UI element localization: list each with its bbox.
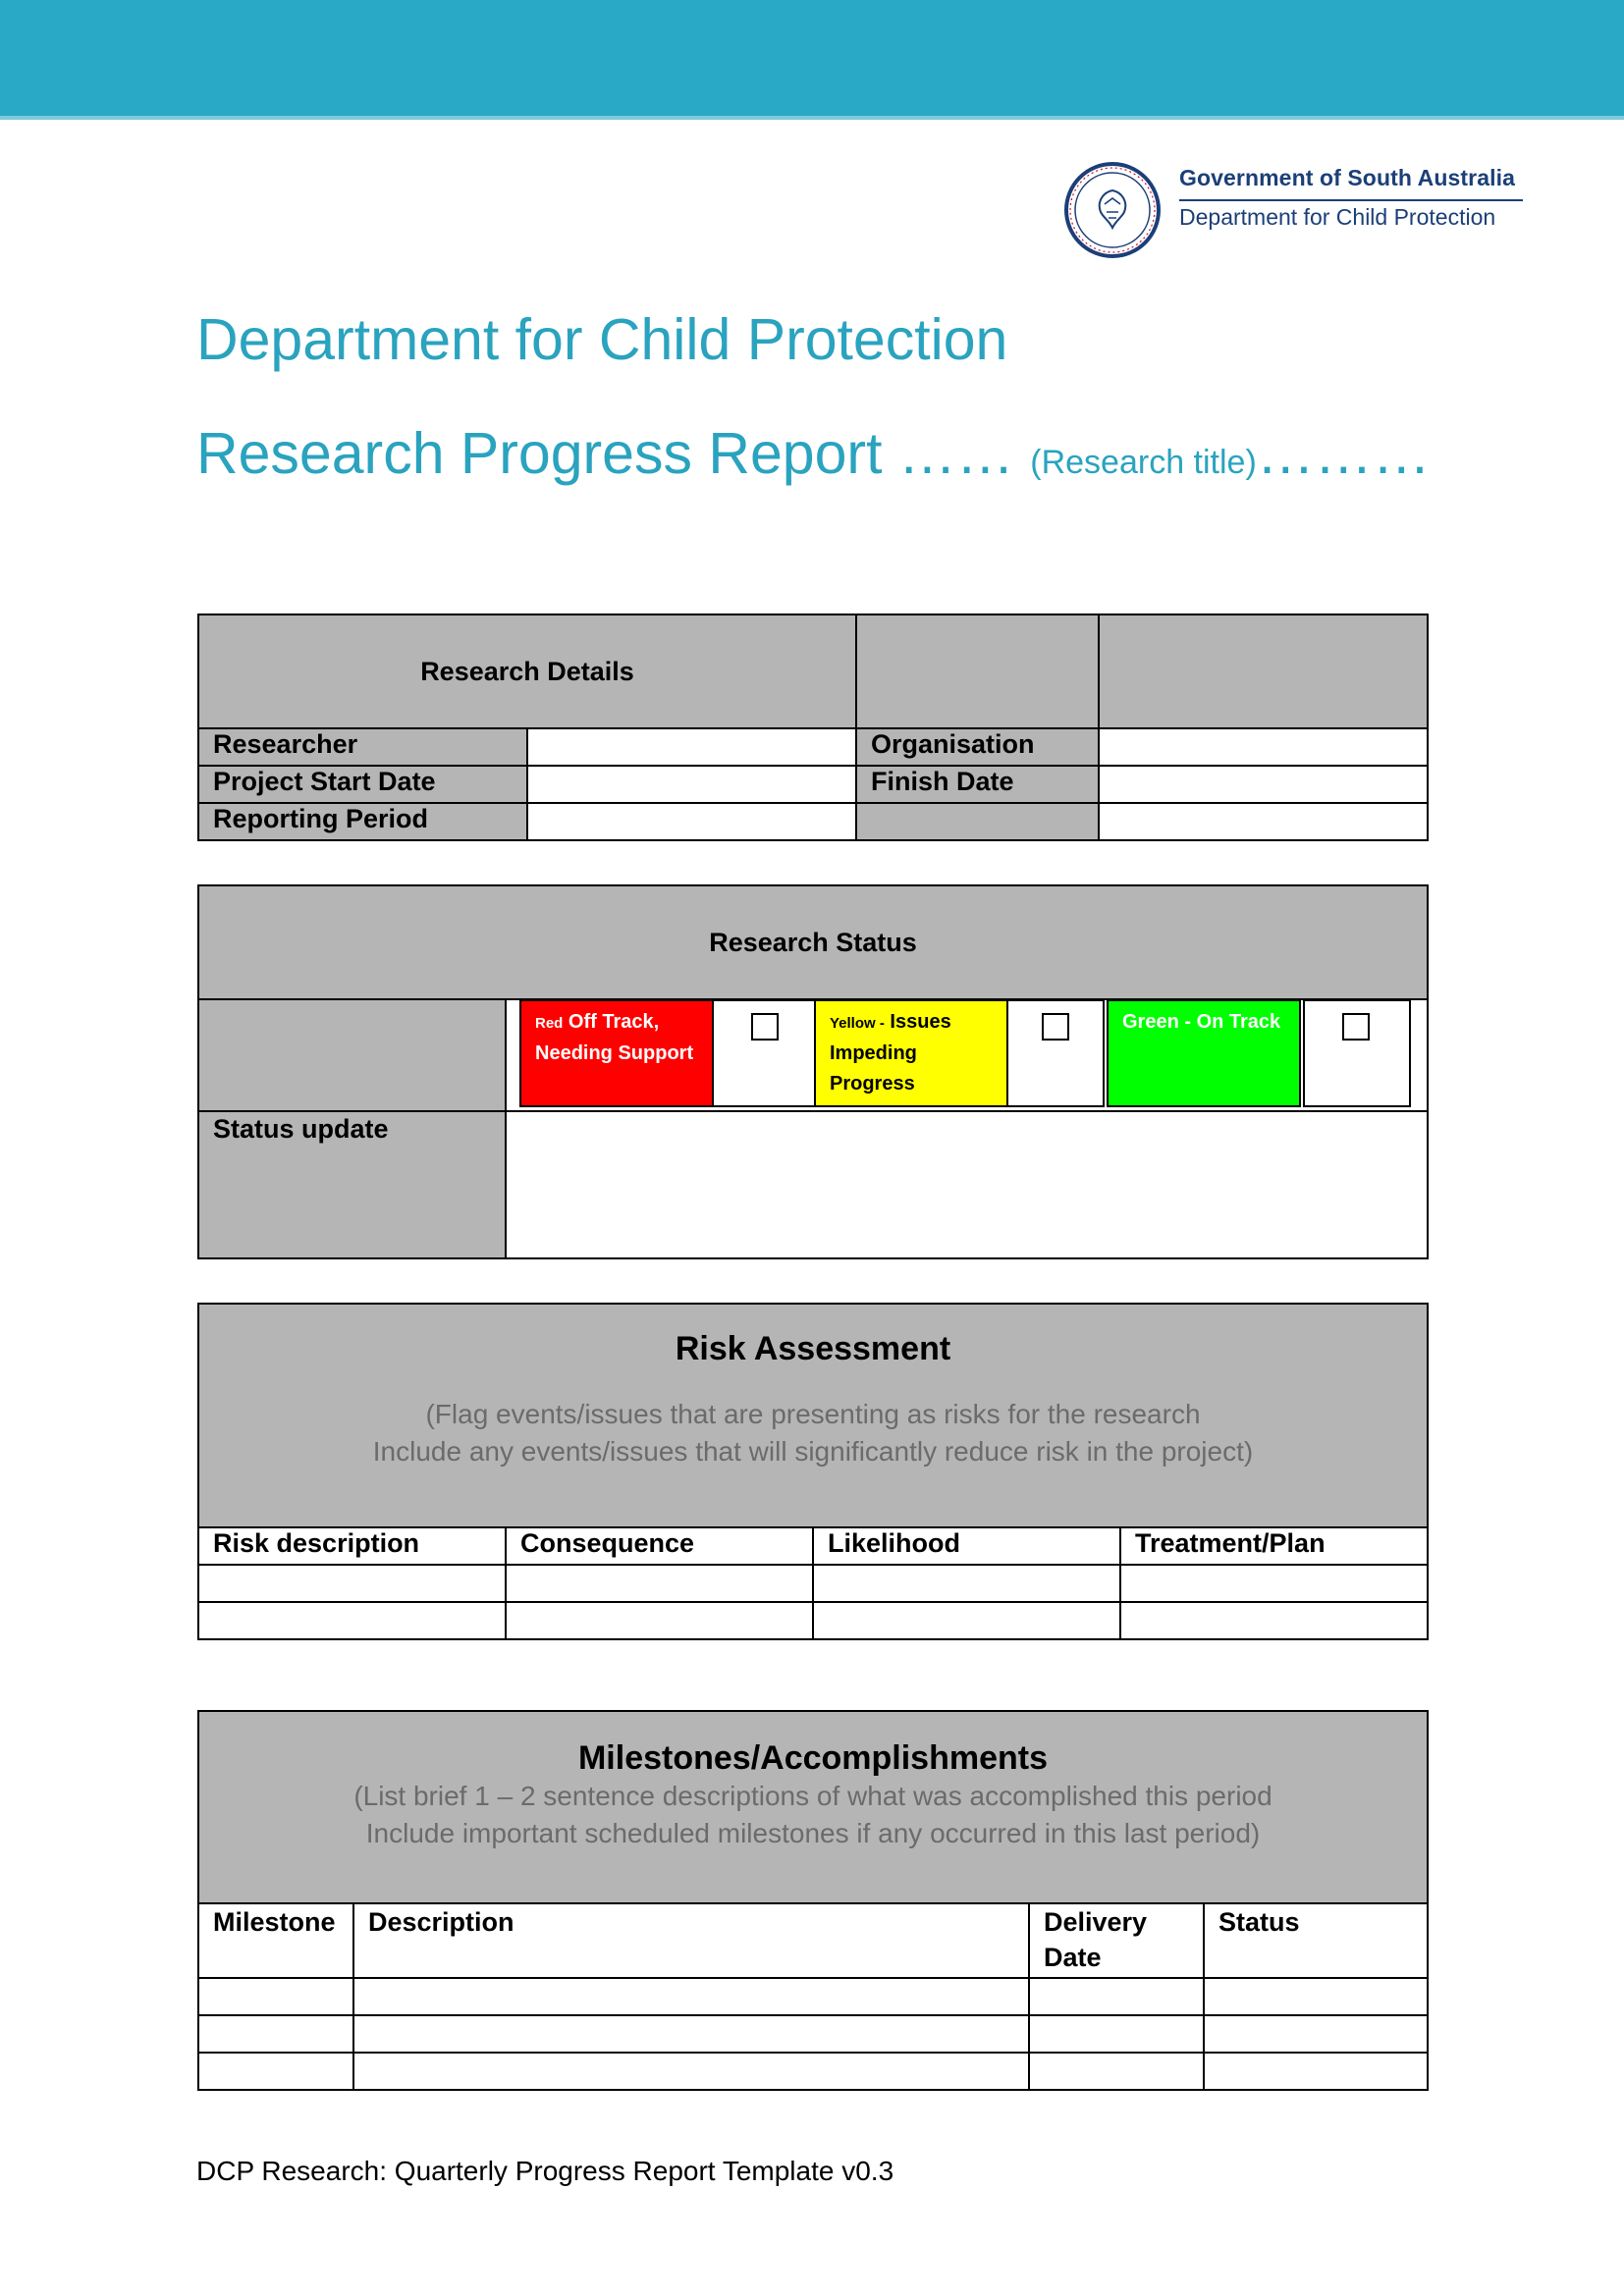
status-green-checkbox[interactable] (1342, 1013, 1370, 1041)
organisation-label: Organisation (856, 728, 1099, 766)
status-yellow-checkbox[interactable] (1042, 1013, 1069, 1041)
reporting-period-field[interactable] (527, 803, 856, 840)
report-title-main: Research Progress Report …… (196, 421, 1014, 486)
start-date-label: Project Start Date (198, 766, 527, 803)
risk-cell[interactable] (506, 1565, 813, 1602)
milestone-col-milestone: Milestone (198, 1903, 353, 1978)
milestone-cell[interactable] (198, 2015, 353, 2053)
government-logo (1063, 161, 1535, 263)
research-title-placeholder: (Research title) (1030, 444, 1257, 481)
researcher-label: Researcher (198, 728, 527, 766)
report-title (196, 420, 1431, 487)
risk-col-description: Risk description (198, 1527, 506, 1565)
milestone-cell[interactable] (353, 2053, 1029, 2090)
status-options (519, 999, 1411, 1109)
details-header-cell (1099, 614, 1428, 728)
government-name: Government of South Australia (1179, 165, 1515, 190)
footer-text: DCP Research: Quarterly Progress Report Template v0.3 (196, 2156, 894, 2186)
milestones-table (197, 1710, 1429, 2091)
status-red-check-cell (712, 999, 816, 1107)
status-red-checkbox[interactable] (751, 1013, 779, 1041)
risk-col-likelihood: Likelihood (813, 1527, 1120, 1565)
milestone-cell[interactable] (1029, 2053, 1204, 2090)
finish-date-label: Finish Date (856, 766, 1099, 803)
status-red-label (519, 999, 714, 1107)
milestone-cell[interactable] (1204, 1978, 1428, 2015)
status-red-prefix: Red (535, 1015, 564, 1032)
milestones-note-line2: Include important scheduled milestones if any occurred in this last period) (365, 1818, 1261, 1848)
milestone-cell[interactable] (1029, 1978, 1204, 2015)
risk-cell[interactable] (198, 1565, 506, 1602)
status-yellow-prefix: Yellow - (830, 1015, 885, 1032)
status-yellow-label (814, 999, 1008, 1107)
south-australia-crest-icon (1063, 161, 1162, 259)
milestones-heading: Milestones/Accomplishments (577, 1739, 1048, 1777)
milestone-col-delivery-date: Delivery Date (1029, 1903, 1204, 1978)
milestones-note-line1: (List brief 1 – 2 sentence descriptions of what was accomplished this period (353, 1781, 1272, 1811)
status-yellow-text: Issues Impeding Progress (830, 1011, 951, 1095)
table-row (198, 1978, 1428, 2015)
details-header-cell (856, 614, 1099, 728)
empty-label-cell (856, 803, 1099, 840)
risk-assessment-table (197, 1303, 1429, 1640)
start-date-field[interactable] (527, 766, 856, 803)
risk-col-treatment: Treatment/Plan (1120, 1527, 1428, 1565)
milestone-cell[interactable] (198, 2053, 353, 2090)
milestone-cell[interactable] (353, 1978, 1029, 2015)
status-update-field[interactable] (506, 1111, 1428, 1258)
logo-divider (1179, 199, 1523, 201)
milestone-cell[interactable] (1204, 2015, 1428, 2053)
risk-assessment-heading: Risk Assessment (675, 1330, 951, 1367)
risk-cell[interactable] (198, 1602, 506, 1639)
risk-cell[interactable] (1120, 1565, 1428, 1602)
status-green-text: Green - On Track (1122, 1011, 1281, 1033)
status-row-label (198, 999, 506, 1111)
risk-cell[interactable] (1120, 1602, 1428, 1639)
milestone-col-description: Description (353, 1903, 1029, 1978)
table-row (198, 2015, 1428, 2053)
milestone-cell[interactable] (353, 2015, 1029, 2053)
table-row (198, 1602, 1428, 1639)
status-update-label: Status update (198, 1111, 506, 1258)
department-name: Department for Child Protection (1179, 204, 1496, 230)
reporting-period-label: Reporting Period (198, 803, 527, 840)
organisation-field[interactable] (1099, 728, 1428, 766)
top-banner (0, 0, 1624, 116)
milestone-cell[interactable] (1029, 2015, 1204, 2053)
research-status-heading: Research Status (198, 885, 1428, 999)
table-row (198, 1565, 1428, 1602)
milestone-col-status: Status (1204, 1903, 1428, 1978)
status-red-text: Off Track, Needing Support (535, 1011, 694, 1064)
milestones-header (198, 1711, 1428, 1903)
research-details-heading: Research Details (198, 614, 856, 728)
risk-cell[interactable] (813, 1565, 1120, 1602)
page-title: Department for Child Protection (196, 307, 1008, 372)
status-green-check-cell (1303, 999, 1411, 1107)
risk-cell[interactable] (813, 1602, 1120, 1639)
risk-col-consequence: Consequence (506, 1527, 813, 1565)
risk-assessment-header (198, 1304, 1428, 1527)
risk-note-line1: (Flag events/issues that are presenting as risks for the research (425, 1399, 1201, 1429)
empty-field-cell[interactable] (1099, 803, 1428, 840)
milestone-cell[interactable] (198, 1978, 353, 2015)
table-row (198, 2053, 1428, 2090)
research-details-table (197, 614, 1429, 841)
researcher-field[interactable] (527, 728, 856, 766)
top-banner-shadow (0, 116, 1624, 120)
risk-note-line2: Include any events/issues that will significantly reduce risk in the project) (372, 1436, 1254, 1467)
status-green-label (1107, 999, 1301, 1107)
risk-cell[interactable] (506, 1602, 813, 1639)
milestone-cell[interactable] (1204, 2053, 1428, 2090)
finish-date-field[interactable] (1099, 766, 1428, 803)
status-yellow-check-cell (1006, 999, 1105, 1107)
report-title-tail: ……… (1256, 421, 1431, 486)
